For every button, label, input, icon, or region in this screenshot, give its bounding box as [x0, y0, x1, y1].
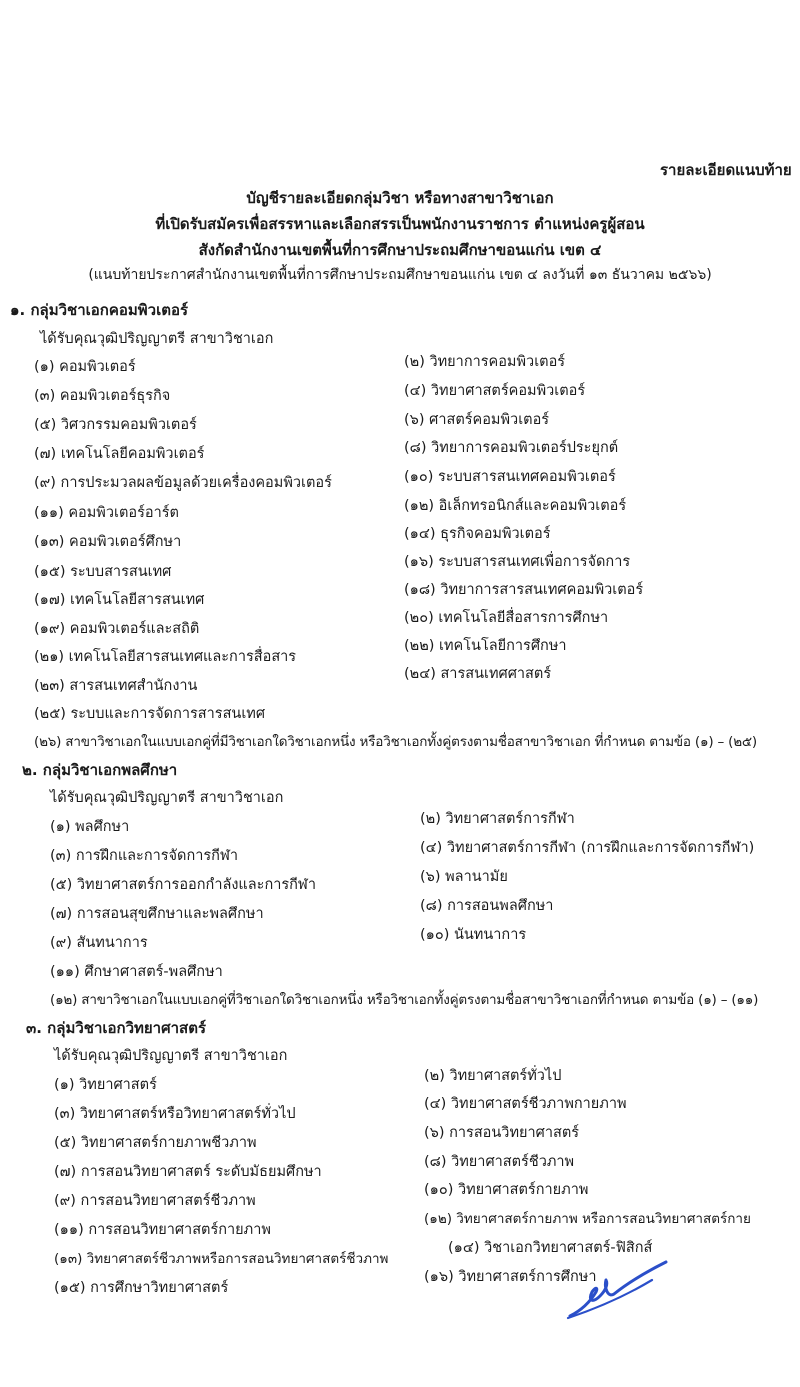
document-title: บัญชีรายละเอียดกลุ่มวิชา หรือทางสาขาวิชาเอก	[246, 189, 554, 207]
list-item: (๖) การสอนวิทยาศาสตร์	[424, 1125, 580, 1141]
list-item: (๑๕) การศึกษาวิทยาศาสตร์	[54, 1280, 229, 1296]
list-item: (๕) วิศวกรรมคอมพิวเตอร์	[34, 417, 197, 433]
list-item: (๑๐) นันทนาการ	[420, 927, 527, 943]
list-item: (๒๒) เทคโนโลยีการศึกษา	[404, 638, 567, 654]
list-item: (๑๐) วิทยาศาสตร์กายภาพ	[424, 1182, 589, 1198]
list-item: (๙) สันทนาการ	[50, 935, 148, 951]
list-item: (๑๒) วิทยาศาสตร์กายภาพ หรือการสอนวิทยาศาสตร์กาย	[424, 1211, 751, 1227]
list-item: (๑) คอมพิวเตอร์	[34, 359, 136, 375]
list-item: (๔) วิทยาศาสตร์คอมพิวเตอร์	[404, 383, 586, 399]
list-item: (๒๑) เทคโนโลยีสารสนเทศและการสื่อสาร	[34, 649, 297, 665]
signature-mark	[562, 1258, 672, 1328]
document-reference: (แนบท้ายประกาศสำนักงานเขตพื้นที่การศึกษาประถมศึกษาขอนแก่น เขต ๔ ลงวันที่ ๑๓ ธันวาคม ๒๕๖๖)	[88, 267, 712, 283]
list-item: (๑๖) วิทยาศาสตร์การศึกษา	[424, 1269, 597, 1285]
list-item: (๒๐) เทคโนโลยีสื่อสารการศึกษา	[404, 610, 609, 626]
list-item: (๙) การสอนวิทยาศาสตร์ชีวภาพ	[54, 1193, 256, 1209]
list-item: (๑๑) ศึกษาศาสตร์-พลศึกษา	[50, 964, 223, 980]
attachment-note: รายละเอียดแนบท้าย	[660, 161, 792, 179]
list-item: (๑) วิทยาศาสตร์	[54, 1077, 157, 1093]
list-item: (๘) วิทยาการคอมพิวเตอร์ประยุกต์	[404, 440, 619, 456]
list-item: (๕) วิทยาศาสตร์กายภาพชีวภาพ	[54, 1135, 257, 1151]
list-item: (๑๐) ระบบสารสนเทศคอมพิวเตอร์	[404, 469, 616, 485]
list-item: (๗) การสอนวิทยาศาสตร์ ระดับมัธยมศึกษา	[54, 1164, 322, 1180]
group-heading-science: ๓. กลุ่มวิชาเอกวิทยาศาสตร์	[26, 1019, 206, 1037]
list-item: (๒๔) สารสนเทศศาสตร์	[404, 666, 552, 682]
group-requirement: ได้รับคุณวุฒิปริญญาตรี สาขาวิชาเอก	[40, 331, 274, 347]
group-requirement: ได้รับคุณวุฒิปริญญาตรี สาขาวิชาเอก	[50, 790, 284, 806]
list-item: (๑๕) ระบบสารสนเทศ	[34, 564, 172, 580]
list-item: (๑๔) ธุรกิจคอมพิวเตอร์	[404, 526, 551, 542]
list-item: (๔) วิทยาศาสตร์ชีวภาพกายภาพ	[424, 1096, 627, 1112]
list-item: (๘) การสอนพลศึกษา	[420, 898, 554, 914]
list-item: (๙) การประมวลผลข้อมูลด้วยเครื่องคอมพิวเตอร์	[34, 475, 332, 491]
list-item: (๒๓) สารสนเทศสำนักงาน	[34, 678, 198, 694]
list-item: (๒) วิทยาศาสตร์การกีฬา	[420, 811, 575, 827]
list-item: (๒๕) ระบบและการจัดการสารสนเทศ	[34, 706, 266, 722]
list-item: (๗) การสอนสุขศึกษาและพลศึกษา	[50, 906, 264, 922]
list-item: (๑๙) คอมพิวเตอร์และสถิติ	[34, 621, 200, 637]
list-item: (๑๔) วิชาเอกวิทยาศาสตร์-ฟิสิกส์	[448, 1240, 653, 1256]
list-item: (๑) พลศึกษา	[50, 819, 130, 835]
list-item: (๑๓) วิทยาศาสตร์ชีวภาพหรือการสอนวิทยาศาสตร์ชีวภาพ	[54, 1251, 389, 1267]
document-subtitle: ที่เปิดรับสมัครเพื่อสรรหาและเลือกสรรเป็นพนักงานราชการ ตำแหน่งครูผู้สอน	[155, 215, 645, 233]
group-heading-physical-education: ๒. กลุ่มวิชาเอกพลศึกษา	[22, 761, 178, 779]
list-item: (๓) วิทยาศาสตร์หรือวิทยาศาสตร์ทั่วไป	[54, 1106, 296, 1122]
list-item: (๑๑) การสอนวิทยาศาสตร์กายภาพ	[54, 1222, 271, 1238]
list-item: (๘) วิทยาศาสตร์ชีวภาพ	[424, 1154, 575, 1170]
list-item: (๑๖) ระบบสารสนเทศเพื่อการจัดการ	[404, 554, 631, 570]
list-item: (๑๑) คอมพิวเตอร์อาร์ต	[34, 505, 179, 521]
group-requirement: ได้รับคุณวุฒิปริญญาตรี สาขาวิชาเอก	[54, 1048, 288, 1064]
list-item: (๖) ศาสตร์คอมพิวเตอร์	[404, 412, 550, 428]
list-item: (๓) คอมพิวเตอร์ธุรกิจ	[34, 388, 171, 404]
list-item: (๖) พลานามัย	[420, 869, 508, 885]
list-item: (๒) วิทยาศาสตร์ทั่วไป	[424, 1068, 562, 1084]
list-item: (๑๒) อิเล็กทรอนิกส์และคอมพิวเตอร์	[404, 498, 627, 514]
list-item: (๓) การฝึกและการจัดการกีฬา	[50, 848, 239, 864]
list-item: (๔) วิทยาศาสตร์การกีฬา (การฝึกและการจัดการกีฬา)	[420, 840, 755, 856]
list-item: (๑๒) สาขาวิชาเอกในแบบเอกคู่ที่วิชาเอกใดวิชาเอกหนึ่ง หรือวิชาเอกทั้งคู่ตรงตามชื่อสาขาวิชาเอกที่กำหนด ตามข้อ (๑) – (๑๑)	[50, 992, 759, 1008]
list-item: (๗) เทคโนโลยีคอมพิวเตอร์	[34, 446, 205, 462]
list-item: (๑๗) เทคโนโลยีสารสนเทศ	[34, 592, 205, 608]
list-item: (๒) วิทยาการคอมพิวเตอร์	[404, 354, 566, 370]
list-item: (๑๓) คอมพิวเตอร์ศึกษา	[34, 534, 182, 550]
document-affiliation: สังกัดสำนักงานเขตพื้นที่การศึกษาประถมศึกษาขอนแก่น เขต ๔	[198, 241, 602, 259]
list-item: (๑๘) วิทยาการสารสนเทศคอมพิวเตอร์	[404, 582, 644, 598]
group-heading-computer: ๑. กลุ่มวิชาเอกคอมพิวเตอร์	[10, 301, 189, 319]
list-item: (๕) วิทยาศาสตร์การออกกำลังและการกีฬา	[50, 877, 316, 893]
list-item: (๒๖) สาขาวิชาเอกในแบบเอกคู่ที่มีวิชาเอกใดวิชาเอกหนึ่ง หรือวิชาเอกทั้งคู่ตรงตามชื่อสาขาวิชาเอก ที่กำหนด ตามข้อ (๑) – (๒๕)	[34, 734, 758, 750]
